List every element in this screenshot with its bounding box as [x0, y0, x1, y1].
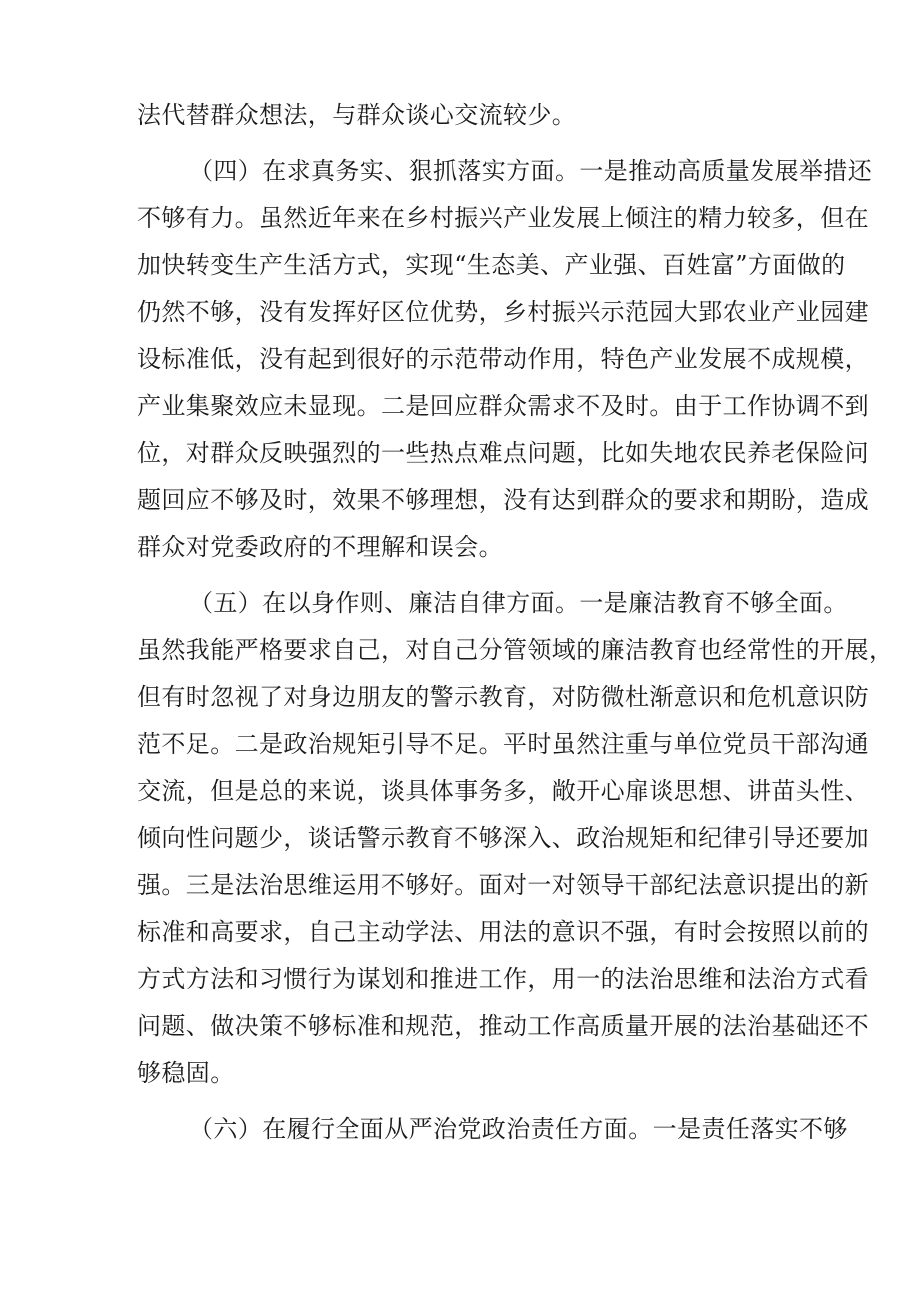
text-line: 虽然我能严格要求自己，对自己分管领域的廉洁教育也经常性的开展， — [137, 636, 894, 664]
text-line: 方式方法和习惯行为谋划和推进工作，用一的法治思维和法治方式看 — [137, 965, 869, 993]
text-line: 加快转变生产生活方式，实现“生态美、产业强、百姓富”方面做的 — [137, 251, 846, 279]
text-line: 强。三是法治思维运用不够好。面对一对领导干部纪法意识提出的新 — [137, 871, 869, 899]
text-line: 交流，但是总的来说，谈具体事务多，敞开心扉谈思想、讲苗头性、 — [137, 777, 869, 805]
paragraph-5-first-line: （五）在以身作则、廉洁自律方面。一是廉洁教育不够全面。 — [189, 589, 848, 617]
text-line: 题回应不够及时，效果不够理想，没有达到群众的要求和期盼，造成 — [137, 486, 869, 514]
paragraph-6-first-line: （六）在履行全面从严治党政治责任方面。一是责任落实不够 — [189, 1115, 848, 1143]
text-line: 不够有力。虽然近年来在乡村振兴产业发展上倾注的精力较多，但在 — [137, 204, 869, 232]
text-line: 够稳固。 — [137, 1059, 235, 1087]
paragraph-4-first-line: （四）在求真务实、狠抓落实方面。一是推动高质量发展举措还 — [189, 157, 873, 185]
document-body — [137, 92, 894, 1153]
paragraph-gap — [137, 571, 805, 580]
paragraph-gap — [137, 1097, 805, 1106]
text-line: 仍然不够，没有发挥好区位优势，乡村振兴示范园大郢农业产业园建 — [137, 298, 869, 326]
text-line: 范不足。二是政治规矩引导不足。平时虽然注重与单位党员干部沟通 — [137, 730, 869, 758]
text-line: 问题、做决策不够标准和规范，推动工作高质量开展的法治基础还不 — [137, 1012, 869, 1040]
paragraph-gap — [137, 139, 805, 148]
text-line: 倾向性问题少，谈话警示教育不够深入、政治规矩和纪律引导还要加 — [137, 824, 869, 852]
text-line: 设标准低，没有起到很好的示范带动作用，特色产业发展不成规模， — [137, 345, 869, 373]
text-line: 产业集聚效应未显现。二是回应群众需求不及时。由于工作协调不到 — [137, 392, 869, 420]
text-line: 位，对群众反映强烈的一些热点难点问题，比如失地农民养老保险问 — [137, 439, 869, 467]
text-line: 标准和高要求，自己主动学法、用法的意识不强，有时会按照以前的 — [137, 918, 869, 946]
text-line: 群众对党委政府的不理解和误会。 — [137, 533, 503, 561]
text-line: 法代替群众想法，与群众谈心交流较少。 — [137, 101, 577, 129]
text-line: 但有时忽视了对身边朋友的警示教育，对防微杜渐意识和危机意识防 — [137, 683, 869, 711]
